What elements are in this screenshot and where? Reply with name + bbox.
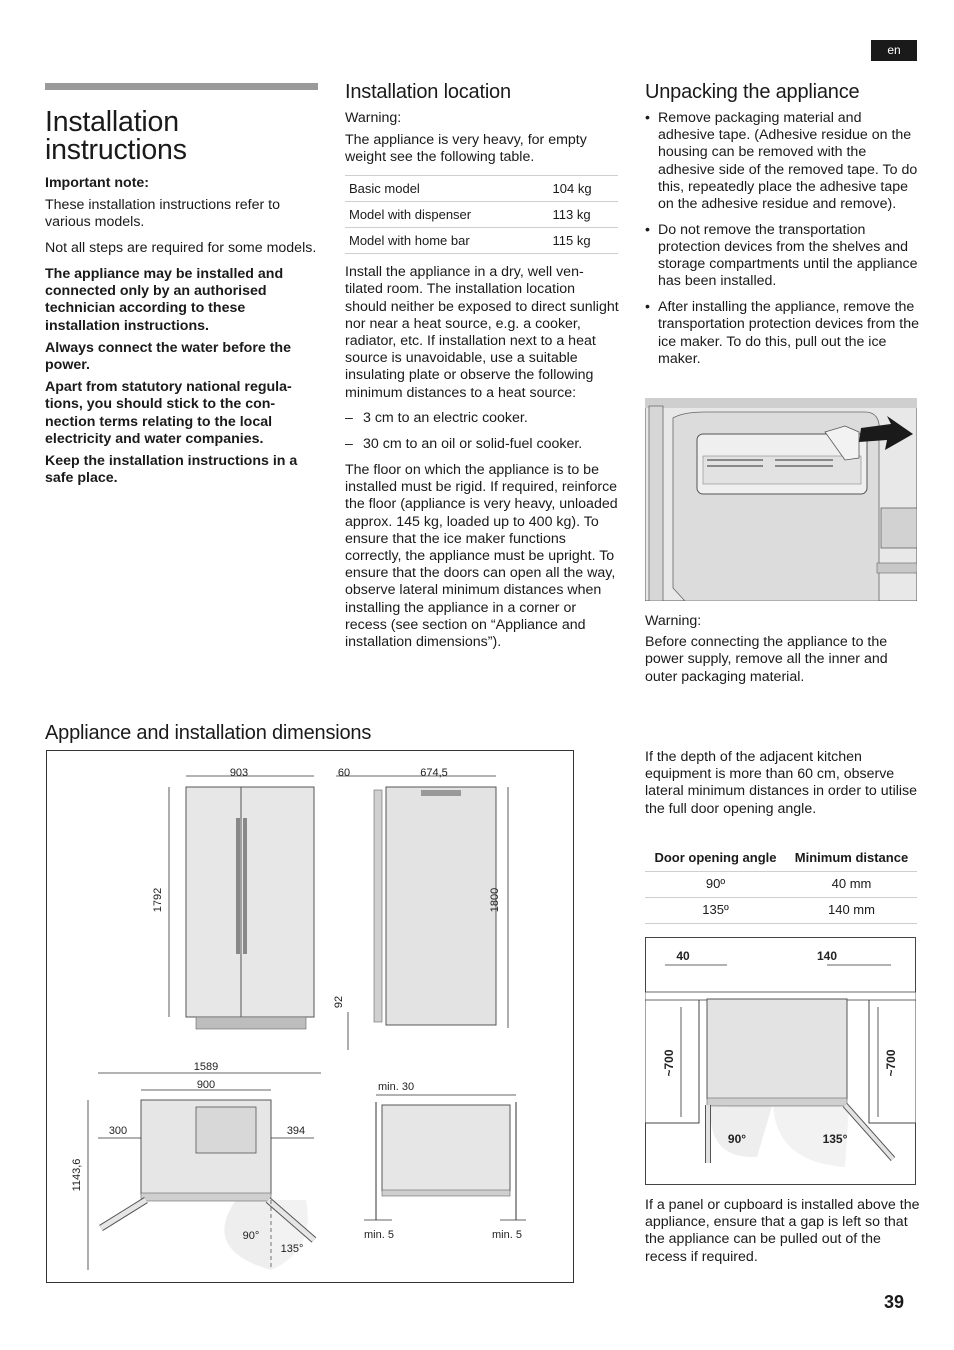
language-tag: en bbox=[871, 40, 917, 61]
dash-mark: – bbox=[345, 410, 353, 427]
label-394: 394 bbox=[286, 1125, 306, 1137]
column-header-angle: Door opening angle bbox=[654, 850, 777, 866]
angle-cell: 135º bbox=[645, 897, 786, 923]
label-300: 300 bbox=[108, 1125, 128, 1137]
note-bold-2: Always connect the water before the power. bbox=[45, 339, 291, 374]
label-92: 92 bbox=[333, 995, 345, 1009]
column-header-distance: Minimum distance bbox=[794, 850, 909, 866]
table-row bbox=[645, 871, 917, 897]
important-note-label: Important note: bbox=[45, 175, 150, 191]
model-cell: Model with dispenser bbox=[345, 202, 549, 228]
list-item bbox=[645, 299, 920, 368]
note-paragraph-2: Not all steps are required for some models. bbox=[45, 240, 317, 257]
warning-text: Before connecting the appliance to the power supply, remove all the inner and outer packaging material. bbox=[645, 634, 888, 685]
warning-label: Warning: bbox=[645, 613, 702, 629]
note-bold-4: Keep the installation instructions in a safe place. bbox=[45, 453, 298, 487]
ice-maker-illustration bbox=[645, 398, 917, 601]
label-min5-right: min. 5 bbox=[492, 1229, 522, 1241]
label-1143: 1143,6 bbox=[71, 1158, 83, 1192]
label-135: 135° bbox=[280, 1243, 304, 1255]
label-140: 140 bbox=[816, 949, 838, 963]
warning-text: The appliance is very heavy, for empty weight see the following table. bbox=[345, 132, 587, 166]
label-90: 90° bbox=[242, 1230, 260, 1242]
weight-cell: 104 kg bbox=[549, 176, 618, 202]
list-item-text: Do not remove the transportation protection devices from the shelves and storage compartments until the appliance has been installed. bbox=[658, 221, 918, 290]
list-item-text: Remove packaging material and adhesive tape. (Adhesive residue on the housing can be removed with the adhesive side of the removed tape. To do this, repeatedly place the adhesive tape on the adhesive residue and remove). bbox=[658, 110, 918, 213]
door-opening-diagram bbox=[645, 937, 916, 1185]
distance-text: 30 cm to an oil or solid-fuel cooker. bbox=[363, 436, 583, 453]
weight-cell: 113 kg bbox=[549, 202, 618, 228]
model-cell: Model with home bar bbox=[345, 228, 549, 254]
page-title: Installation instructions bbox=[45, 106, 187, 166]
table-header-row bbox=[645, 845, 917, 871]
weight-cell: 115 kg bbox=[549, 228, 618, 254]
note-bold-3: Apart from statutory national regula-tions, you should stick to the con-nection terms relating to the local electricity and water companies. bbox=[45, 379, 292, 447]
label-90-angle: 90° bbox=[727, 1132, 747, 1146]
recess-paragraph: If a panel or cupboard is installed above the appliance, ensure that a gap is left so that the appliance can be pulled out of the recess if required. bbox=[645, 1197, 920, 1265]
model-cell: Basic model bbox=[345, 176, 549, 202]
unpacking-warning bbox=[645, 613, 920, 694]
angle-cell: 90º bbox=[645, 871, 786, 897]
table-row bbox=[645, 897, 917, 923]
clearance-paragraph: If the depth of the adjacent kitchen equipment is more than 60 cm, observe lateral minimum distances in order to utilise the full door opening angle. bbox=[645, 749, 918, 817]
location-paragraph-1: Install the appliance in a dry, well ven-tilated room. The installation location should neither be exposed to direct sunlight nor near a heat source, e.g. a cooker, radiator, etc. If installation next to a heat source is unavoidable, use a suitable insulating plate or observe the following minimum distances to a heat source: bbox=[345, 264, 619, 401]
label-674: 674,5 bbox=[420, 767, 448, 779]
recess-note bbox=[645, 1197, 920, 1274]
dimensions-diagram bbox=[46, 750, 574, 1283]
distance-text: 3 cm to an electric cooker. bbox=[363, 410, 528, 427]
page-number: 39 bbox=[884, 1292, 905, 1312]
clearance-table bbox=[645, 845, 917, 924]
distance-cell: 140 mm bbox=[786, 897, 917, 923]
list-item-text: After installing the appliance, remove the transportation protection devices from the ice maker. To do this, pull out the ice maker. bbox=[658, 299, 920, 367]
label-700-right: ~700 bbox=[884, 1049, 898, 1077]
label-1792: 1792 bbox=[152, 887, 164, 913]
front-view-fridge bbox=[186, 787, 314, 1029]
label-1589: 1589 bbox=[193, 1061, 219, 1073]
dash-mark: – bbox=[345, 436, 353, 453]
bullet-mark: • bbox=[645, 299, 650, 316]
label-40: 40 bbox=[676, 949, 690, 963]
distance-item-2 bbox=[345, 436, 620, 453]
side-view-fridge bbox=[374, 787, 496, 1025]
weight-table bbox=[345, 175, 618, 254]
distance-cell: 40 mm bbox=[786, 871, 917, 897]
list-item bbox=[645, 110, 920, 213]
important-note-column bbox=[45, 175, 320, 496]
clearance-text bbox=[645, 749, 920, 826]
bullet-mark: • bbox=[645, 221, 650, 238]
label-135-angle: 135° bbox=[822, 1132, 848, 1146]
title-bar-decoration bbox=[45, 83, 318, 90]
table-row bbox=[345, 228, 618, 254]
warning-label: Warning: bbox=[345, 110, 402, 126]
unpacking-heading: Unpacking the appliance bbox=[645, 81, 860, 103]
label-903: 903 bbox=[229, 767, 249, 779]
label-60: 60 bbox=[337, 767, 351, 779]
label-700-left: ~700 bbox=[662, 1049, 676, 1077]
label-1800: 1800 bbox=[489, 887, 501, 913]
label-min30: min. 30 bbox=[378, 1081, 415, 1093]
table-row bbox=[345, 202, 618, 228]
label-900: 900 bbox=[196, 1079, 216, 1091]
unpacking-column bbox=[645, 80, 920, 377]
installation-location-column bbox=[345, 80, 620, 660]
unpacking-list bbox=[645, 110, 920, 368]
table-row bbox=[345, 176, 618, 202]
dimensions-heading: Appliance and installation dimensions bbox=[45, 722, 372, 744]
label-min5-left: min. 5 bbox=[364, 1229, 394, 1241]
distance-item-1 bbox=[345, 410, 620, 427]
location-paragraph-2: The floor on which the appliance is to be installed must be rigid. If required, reinforce the floor (appliance is very heavy, unloaded approx. 145 kg, loaded up to 400 kg). To ensure that the ice maker functions correctly, the appliance must be upright. To ensure that the doors can open all the way, observe lateral minimum distances when installing the appliance in a corner or recess (see section on “Appliance and installation dimensions”). bbox=[345, 462, 618, 651]
bullet-mark: • bbox=[645, 110, 650, 126]
list-item bbox=[645, 222, 920, 291]
installation-location-heading: Installation location bbox=[345, 81, 511, 103]
note-bold-1: The appliance may be installed and connected only by an authorised technician according to these installation instructions. bbox=[45, 266, 284, 334]
note-paragraph-1: These installation instructions refer to various models. bbox=[45, 197, 280, 231]
